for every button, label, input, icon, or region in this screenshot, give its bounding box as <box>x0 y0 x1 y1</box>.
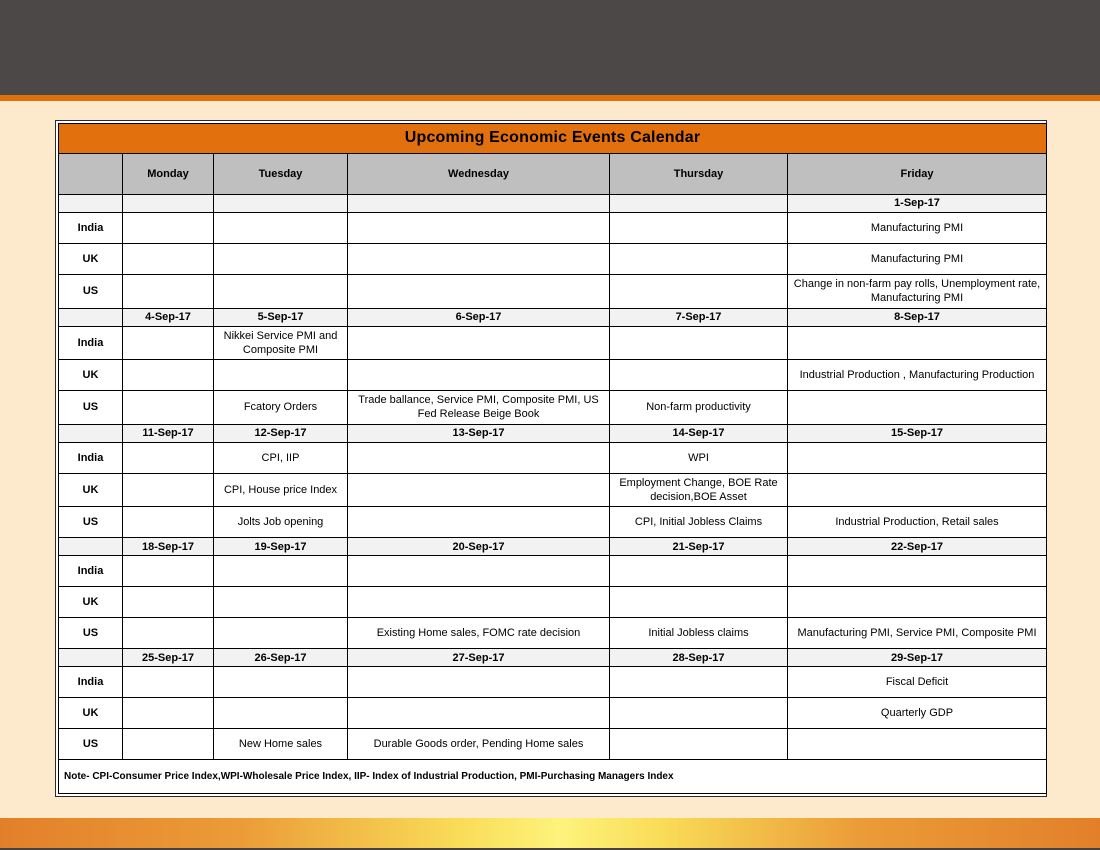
event-cell: Manufacturing PMI <box>788 213 1047 244</box>
date-cell: 7-Sep-17 <box>610 308 788 326</box>
date-cell <box>348 195 610 213</box>
country-row <box>59 391 1047 425</box>
date-cell: 26-Sep-17 <box>214 649 348 667</box>
note-row <box>59 760 1047 794</box>
event-cell <box>788 442 1047 473</box>
event-cell: Manufacturing PMI, Service PMI, Composite PMI <box>788 618 1047 649</box>
weekday-header-wednesday: Wednesday <box>348 154 610 195</box>
country-row <box>59 507 1047 538</box>
event-cell <box>610 360 788 391</box>
event-cell <box>348 442 610 473</box>
event-cell <box>788 473 1047 507</box>
country-label: UK <box>59 698 123 729</box>
event-cell <box>123 213 214 244</box>
date-cell: 20-Sep-17 <box>348 538 610 556</box>
country-label: US <box>59 729 123 760</box>
country-row <box>59 729 1047 760</box>
date-row-corner-cell <box>59 195 123 213</box>
event-cell: Existing Home sales, FOMC rate decision <box>348 618 610 649</box>
calendar-table-frame <box>55 120 1047 797</box>
country-label: US <box>59 618 123 649</box>
event-cell: Non-farm productivity <box>610 391 788 425</box>
country-label: UK <box>59 587 123 618</box>
event-cell <box>348 244 610 275</box>
event-cell <box>348 587 610 618</box>
event-cell: WPI <box>610 442 788 473</box>
date-cell: 19-Sep-17 <box>214 538 348 556</box>
country-label: UK <box>59 244 123 275</box>
event-cell: New Home sales <box>214 729 348 760</box>
country-label: India <box>59 667 123 698</box>
event-cell <box>123 442 214 473</box>
event-cell <box>214 667 348 698</box>
event-cell: Durable Goods order, Pending Home sales <box>348 729 610 760</box>
event-cell: Industrial Production, Retail sales <box>788 507 1047 538</box>
country-label: US <box>59 391 123 425</box>
date-row-corner-cell <box>59 538 123 556</box>
date-cell: 5-Sep-17 <box>214 308 348 326</box>
event-cell <box>610 213 788 244</box>
country-label: US <box>59 507 123 538</box>
event-cell <box>348 698 610 729</box>
event-cell <box>123 556 214 587</box>
date-cell: 22-Sep-17 <box>788 538 1047 556</box>
event-cell: CPI, House price Index <box>214 473 348 507</box>
event-cell: Manufacturing PMI <box>788 244 1047 275</box>
country-row <box>59 275 1047 309</box>
country-column-header <box>59 154 123 195</box>
event-cell: Quarterly GDP <box>788 698 1047 729</box>
event-cell: Nikkei Service PMI and Composite PMI <box>214 326 348 360</box>
date-row-corner-cell <box>59 424 123 442</box>
event-cell <box>123 275 214 309</box>
date-row <box>59 538 1047 556</box>
date-row-corner-cell <box>59 649 123 667</box>
calendar-title: Upcoming Economic Events Calendar <box>59 124 1047 154</box>
event-cell <box>788 587 1047 618</box>
date-row-corner-cell <box>59 308 123 326</box>
event-cell <box>348 507 610 538</box>
country-row <box>59 587 1047 618</box>
content-area <box>0 101 1100 818</box>
weekday-header-friday: Friday <box>788 154 1047 195</box>
event-cell <box>610 667 788 698</box>
date-cell: 1-Sep-17 <box>788 195 1047 213</box>
event-cell <box>348 556 610 587</box>
event-cell <box>610 729 788 760</box>
date-row <box>59 308 1047 326</box>
country-row <box>59 244 1047 275</box>
event-cell <box>214 275 348 309</box>
country-row <box>59 667 1047 698</box>
event-cell <box>123 618 214 649</box>
event-cell <box>123 326 214 360</box>
weekday-header-tuesday: Tuesday <box>214 154 348 195</box>
country-label: India <box>59 326 123 360</box>
date-cell <box>214 195 348 213</box>
event-cell <box>348 275 610 309</box>
event-cell: Change in non-farm pay rolls, Unemployment rate, Manufacturing PMI <box>788 275 1047 309</box>
country-label: UK <box>59 473 123 507</box>
event-cell <box>610 556 788 587</box>
country-row <box>59 213 1047 244</box>
event-cell: CPI, Initial Jobless Claims <box>610 507 788 538</box>
event-cell <box>348 667 610 698</box>
event-cell <box>610 326 788 360</box>
country-label: India <box>59 556 123 587</box>
date-cell: 6-Sep-17 <box>348 308 610 326</box>
event-cell <box>788 391 1047 425</box>
date-cell: 11-Sep-17 <box>123 424 214 442</box>
event-cell <box>788 326 1047 360</box>
event-cell: Initial Jobless claims <box>610 618 788 649</box>
event-cell <box>123 507 214 538</box>
event-cell <box>348 360 610 391</box>
event-cell <box>348 213 610 244</box>
event-cell <box>123 360 214 391</box>
date-row <box>59 424 1047 442</box>
country-row <box>59 698 1047 729</box>
event-cell <box>788 556 1047 587</box>
date-cell: 18-Sep-17 <box>123 538 214 556</box>
event-cell <box>123 729 214 760</box>
events-calendar-table <box>58 123 1047 794</box>
weekday-header-row <box>59 154 1047 195</box>
event-cell <box>123 667 214 698</box>
abbreviations-note: Note- CPI-Consumer Price Index,WPI-Wholesale Price Index, IIP- Index of Industrial Production, PMI-Purchasing Managers Index <box>59 760 1047 794</box>
accent-stripe-bottom <box>0 818 1100 848</box>
date-cell: 21-Sep-17 <box>610 538 788 556</box>
event-cell <box>348 326 610 360</box>
date-cell: 25-Sep-17 <box>123 649 214 667</box>
event-cell <box>214 587 348 618</box>
date-cell <box>123 195 214 213</box>
weekday-header-thursday: Thursday <box>610 154 788 195</box>
event-cell: Trade ballance, Service PMI, Composite PMI, US Fed Release Beige Book <box>348 391 610 425</box>
date-cell: 12-Sep-17 <box>214 424 348 442</box>
country-row <box>59 326 1047 360</box>
date-cell: 14-Sep-17 <box>610 424 788 442</box>
top-banner <box>0 0 1100 95</box>
country-row <box>59 442 1047 473</box>
event-cell: Employment Change, BOE Rate decision,BOE Asset <box>610 473 788 507</box>
event-cell <box>214 213 348 244</box>
event-cell <box>610 587 788 618</box>
event-cell <box>788 729 1047 760</box>
event-cell <box>123 587 214 618</box>
date-cell: 29-Sep-17 <box>788 649 1047 667</box>
event-cell <box>214 618 348 649</box>
event-cell: Industrial Production , Manufacturing Production <box>788 360 1047 391</box>
date-cell: 4-Sep-17 <box>123 308 214 326</box>
date-cell <box>610 195 788 213</box>
country-label: India <box>59 213 123 244</box>
event-cell <box>610 698 788 729</box>
country-row <box>59 473 1047 507</box>
country-label: India <box>59 442 123 473</box>
calendar-body <box>59 195 1047 794</box>
country-row <box>59 618 1047 649</box>
event-cell: Fcatory Orders <box>214 391 348 425</box>
date-row <box>59 195 1047 213</box>
country-row <box>59 556 1047 587</box>
event-cell <box>214 698 348 729</box>
event-cell <box>123 698 214 729</box>
date-row <box>59 649 1047 667</box>
event-cell <box>214 360 348 391</box>
event-cell <box>123 473 214 507</box>
country-row <box>59 360 1047 391</box>
event-cell <box>348 473 610 507</box>
event-cell: Fiscal Deficit <box>788 667 1047 698</box>
country-label: US <box>59 275 123 309</box>
date-cell: 27-Sep-17 <box>348 649 610 667</box>
event-cell: Jolts Job opening <box>214 507 348 538</box>
weekday-header-monday: Monday <box>123 154 214 195</box>
event-cell <box>123 244 214 275</box>
event-cell <box>123 391 214 425</box>
date-cell: 8-Sep-17 <box>788 308 1047 326</box>
event-cell: CPI, IIP <box>214 442 348 473</box>
event-cell <box>610 244 788 275</box>
date-cell: 15-Sep-17 <box>788 424 1047 442</box>
event-cell <box>214 244 348 275</box>
date-cell: 13-Sep-17 <box>348 424 610 442</box>
event-cell <box>610 275 788 309</box>
title-row <box>59 124 1047 154</box>
event-cell <box>214 556 348 587</box>
date-cell: 28-Sep-17 <box>610 649 788 667</box>
country-label: UK <box>59 360 123 391</box>
